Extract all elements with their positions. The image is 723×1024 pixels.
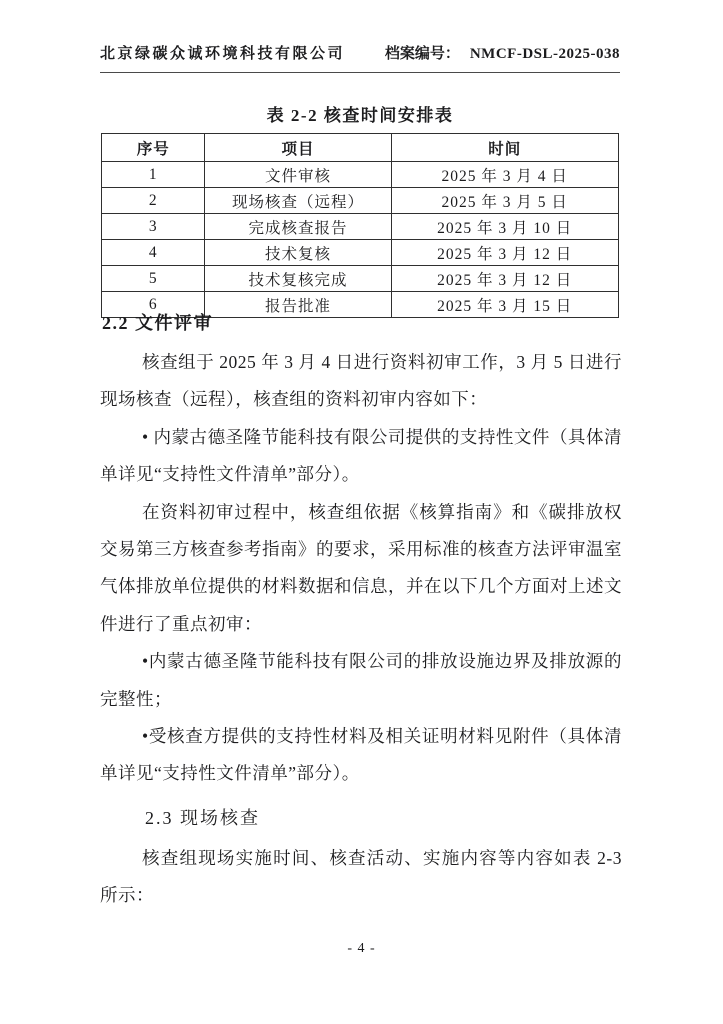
cell-item: 完成核查报告	[205, 214, 391, 240]
section-heading-2-3: 2.3 现场核查	[145, 807, 260, 828]
table-caption: 表 2-2 核查时间安排表	[266, 106, 454, 125]
cell-index: 3	[102, 214, 205, 240]
page-number: - 4 -	[347, 941, 376, 956]
cell-time: 2025 年 3 月 12 日	[391, 266, 619, 292]
cell-index: 2	[102, 188, 205, 214]
cell-index: 1	[102, 162, 205, 188]
cell-item: 现场核查（远程）	[205, 188, 391, 214]
table-row	[102, 162, 619, 188]
company-name: 北京绿碳众诚环境科技有限公司	[100, 46, 346, 62]
table-row	[102, 188, 619, 214]
archive-number-label: 档案编号：	[384, 46, 460, 62]
paragraph-review-process: 在资料初审过程中，核查组依据《核算指南》和《碳排放权交易第三方核查参考指南》的要求，采用标准的核查方法评审温室气体排放单位提供的材料数据和信息，并在以下几个方面对上述文件进行了重点初审：	[100, 501, 622, 634]
bullet-boundary-completeness: •内蒙古德圣隆节能科技有限公司的排放设施边界及排放源的完整性；	[100, 651, 622, 709]
column-header-index: 序号	[102, 134, 205, 162]
cell-time: 2025 年 3 月 15 日	[391, 292, 619, 318]
cell-item: 技术复核完成	[205, 266, 391, 292]
cell-item: 文件审核	[205, 162, 391, 188]
bullet-materials-attachment: •受核查方提供的支持性材料及相关证明材料见附件（具体清单详见“支持性文件清单”部分）。	[100, 726, 622, 784]
cell-index: 5	[102, 266, 205, 292]
archive-number-value: NMCF-DSL-2025-038	[469, 46, 620, 62]
cell-index: 4	[102, 240, 205, 266]
cell-item: 报告批准	[205, 292, 391, 318]
column-header-item: 项目	[205, 134, 391, 162]
cell-index: 6	[102, 292, 205, 318]
verification-schedule-table	[101, 133, 619, 318]
table-row	[102, 240, 619, 266]
page-header	[100, 42, 620, 73]
cell-time: 2025 年 3 月 10 日	[391, 214, 619, 240]
schedule-table-block	[101, 101, 619, 318]
cell-item: 技术复核	[205, 240, 391, 266]
section-heading-2-2: 2.2 文件评审	[102, 313, 213, 333]
cell-time: 2025 年 3 月 4 日	[391, 162, 619, 188]
paragraph-site-check: 核查组现场实施时间、核查活动、实施内容等内容如表 2-3 所示：	[100, 847, 622, 906]
archive-number-block	[385, 42, 620, 63]
table-header-row	[102, 134, 619, 162]
cell-time: 2025 年 3 月 12 日	[391, 240, 619, 266]
column-header-time: 时间	[391, 134, 619, 162]
document-body	[100, 307, 622, 915]
cell-time: 2025 年 3 月 5 日	[391, 188, 619, 214]
bullet-supporting-docs: • 内蒙古德圣隆节能科技有限公司提供的支持性文件（具体清单详见“支持性文件清单”部分）。	[100, 426, 622, 485]
table-row	[102, 214, 619, 240]
table-row	[102, 266, 619, 292]
paragraph-intro: 核查组于 2025 年 3 月 4 日进行资料初审工作，3 月 5 日进行现场核查（远程），核查组的资料初审内容如下：	[100, 352, 622, 410]
